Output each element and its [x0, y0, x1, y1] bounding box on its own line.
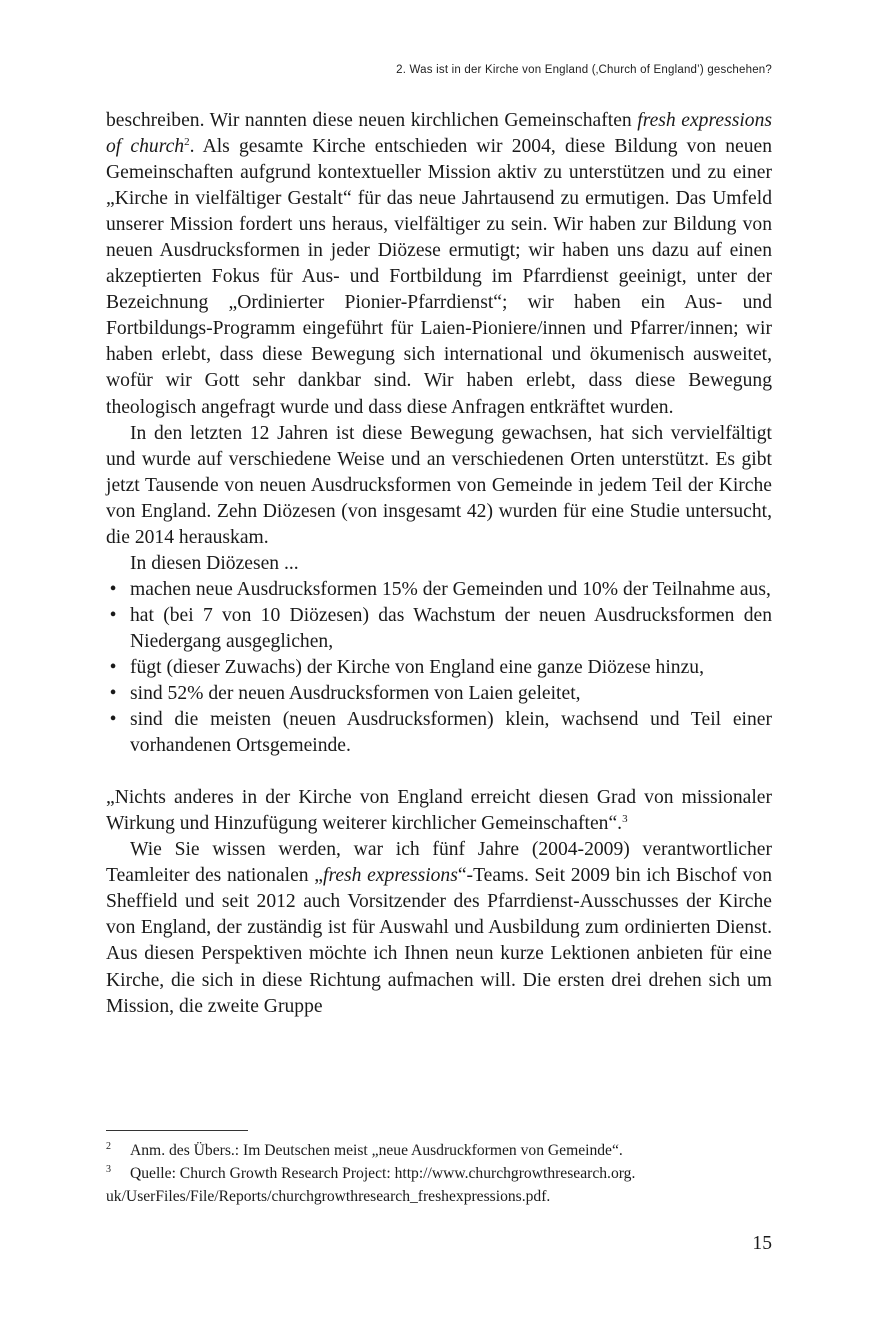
bullet-item-5: • sind die meisten (neuen Ausdrucksformen) klein, wachsend und Teil einer vorhandenen Ortsgemeinde.	[106, 707, 772, 759]
footnote-3-continuation: uk/UserFiles/File/Reports/churchgrowthresearch_freshexpressions.pdf.	[106, 1188, 551, 1205]
footnote-3	[106, 1162, 772, 1185]
paragraph-1-text-a: beschreiben. Wir nannten diese neuen kirchlichen Gemeinschaften	[106, 110, 638, 131]
footnotes	[106, 1139, 772, 1208]
bullet-item-3: • fügt (dieser Zuwachs) der Kirche von England eine ganze Diözese hinzu,	[106, 655, 772, 681]
footnote-text: Anm. des Übers.: Im Deutschen meist „neue Ausdruckformen von Gemeinde“.	[130, 1142, 623, 1159]
bullet-item-2: • hat (bei 7 von 10 Diözesen) das Wachstum der neuen Ausdrucksformen den Niedergang ausgeglichen,	[106, 603, 772, 655]
running-head: 2. Was ist in der Kirche von England (‚Church of England’) geschehen?	[396, 64, 772, 76]
footnote-number: 2	[106, 1141, 111, 1152]
footnote-number: 3	[106, 1164, 111, 1175]
bullet-item-1: • machen neue Ausdrucksformen 15% der Gemeinden und 10% der Teilnahme aus,	[106, 577, 772, 603]
paragraph-2: In den letzten 12 Jahren ist diese Bewegung gewachsen, hat sich vervielfältigt und wurde auf verschiedene Weise und an verschiedenen Orten unterstützt. Es gibt jetzt Tausende von neuen Ausdrucksformen von Gemeinde in jedem Teil der Kirche von England. Zehn Diözesen (von insgesamt 42) wurden für eine Studie untersucht, die 2014 herauskam.	[106, 422, 772, 548]
paragraph-3: In diesen Diözesen ...	[130, 552, 299, 574]
footnote-ref-3: 3	[622, 813, 628, 826]
footnote-divider	[106, 1130, 248, 1131]
paragraph-4-text-a: Wie Sie wissen werden, war ich fünf Jahre (2004-2009) verantwortlicher Teamleiter des nationalen „	[106, 839, 772, 887]
bullet-list	[106, 577, 772, 759]
body-text	[106, 108, 772, 1020]
paragraph-1-italic-term: fresh expressions of church	[106, 110, 772, 158]
footnote-2	[106, 1139, 772, 1162]
quote-paragraph	[106, 785, 772, 837]
footnote-text: Quelle: Church Growth Research Project: http://www.churchgrowthresearch.org.	[130, 1165, 636, 1182]
paragraph-1	[106, 108, 772, 421]
bullet-item-4: • sind 52% der neuen Ausdrucksformen von Laien geleitet,	[106, 681, 772, 707]
page-number: 15	[752, 1233, 772, 1254]
paragraph-1-text-b: . Als gesamte Kirche entschieden wir 2004, diese Bildung von neuen Gemeinschaften aufgrund kontextueller Mission aktiv zu unterstützen und zu einer „Kirche in vielfältiger Gestalt“ für das neue Jahrtausend zu ermutigen. Das Umfeld unserer Mission fordert uns heraus, vielfältiger zu sein. Wir haben zur Bildung von neuen Ausdrucksformen in jeder Diözese ermutigt; wir haben uns dazu auf einen akzeptierten Fokus für Aus- und Fortbildung im Pfarrdienst geeinigt, unter der Bezeichnung „Ordinierter Pionier-Pfarrdienst“; wir haben ein Aus- und Fortbildungs-Programm eingeführt für Laien-Pioniere/innen und Pfarrer/innen; wir haben erlebt, dass diese Bewegung sich international und ökumenisch ausweitet, wofür wir Gott sehr dankbar sind. Wir haben erlebt, dass diese Bewegung theologisch angefragt wurde und dass diese Anfragen entkräftet wurden.	[106, 136, 773, 418]
paragraph-4	[106, 837, 772, 1019]
paragraph-4-italic-term: fresh expressions	[323, 865, 458, 887]
footnote-ref-2: 2	[184, 136, 190, 149]
quote-text: „Nichts anderes in der Kirche von England erreicht diesen Grad von missionaler Wirkung und Hinzufügung weiterer kirchlicher Gemeinschaften“.	[106, 787, 772, 835]
paragraph-4-text-b: “-Teams. Seit 2009 bin ich Bischof von Sheffield und seit 2012 auch Vorsitzender des Pfarrdienst-Ausschusses der Kirche von England, der zuständig ist für Auswahl und Ausbildung zum ordinierten Dienst. Aus diesen Perspektiven möchte ich Ihnen neun kurze Lektionen anbieten für eine Kirche, die sich in diese Richtung aufmachen will. Die ersten drei drehen sich um Mission, die zweite Gruppe	[106, 865, 772, 1017]
